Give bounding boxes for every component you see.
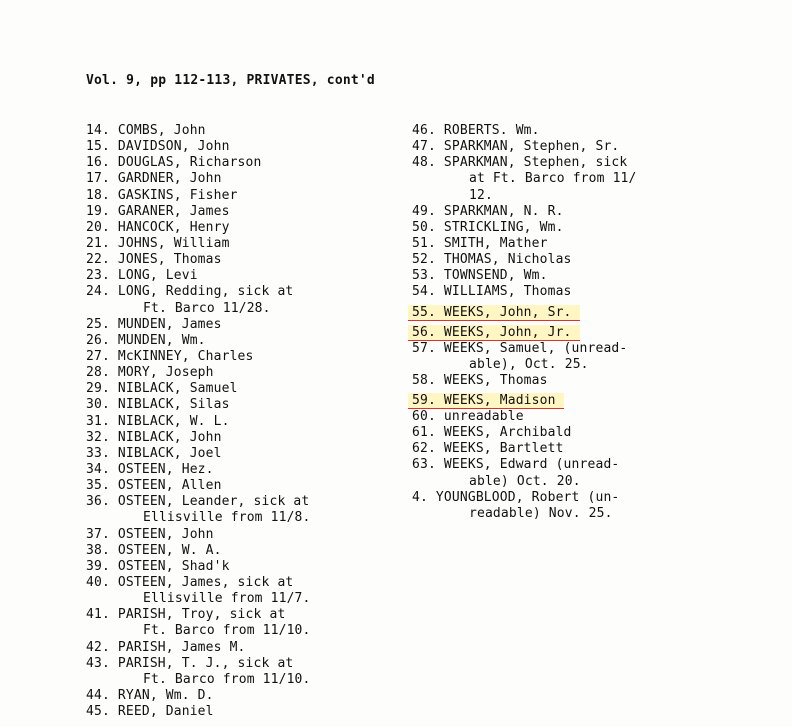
entry-name-line: 31. NIBLACK, W. L. xyxy=(86,413,230,429)
roster-entry xyxy=(86,414,311,430)
roster-entry xyxy=(86,317,311,333)
roster-entry xyxy=(412,490,637,522)
entry-name-line: 44. RYAN, Wm. D. xyxy=(86,687,214,703)
roster-entry xyxy=(86,430,311,446)
roster-entry xyxy=(86,284,311,316)
roster-entry xyxy=(86,640,311,656)
entry-name-line: 33. NIBLACK, Joel xyxy=(86,445,222,461)
entry-name-line: 48. SPARKMAN, Stephen, sick xyxy=(412,155,628,171)
entry-note-line: able) Oct. 20. xyxy=(469,473,581,489)
roster-entry xyxy=(412,252,637,268)
entry-name-line: 23. LONG, Levi xyxy=(86,268,198,284)
roster-entry xyxy=(412,155,637,203)
roster-entry xyxy=(86,171,311,187)
roster-entry xyxy=(412,123,637,139)
entry-name-line: 58. WEEKS, Thomas xyxy=(412,372,548,388)
entry-name-line: 29. NIBLACK, Samuel xyxy=(86,381,238,397)
roster-entry xyxy=(86,478,311,494)
entry-note-line: Ft. Barco 11/28. xyxy=(143,300,271,316)
entry-name-line: 47. SPARKMAN, Stephen, Sr. xyxy=(412,139,620,155)
entry-name-line: 62. WEEKS, Bartlett xyxy=(412,441,564,457)
roster-entry xyxy=(412,441,637,457)
roster-entry xyxy=(86,204,311,220)
entry-note-line: readable) Nov. 25. xyxy=(469,505,613,521)
entry-name-line: 15. DAVIDSON, John xyxy=(86,139,230,155)
entry-name-line: 42. PARISH, James M. xyxy=(86,639,246,655)
entry-name-line: 35. OSTEEN, Allen xyxy=(86,478,222,494)
roster-entry xyxy=(86,704,311,720)
roster-entry xyxy=(86,155,311,171)
roster-left-column xyxy=(86,123,311,720)
entry-name-line: 59. WEEKS, Madison xyxy=(408,393,564,409)
entry-name-line: 43. PARISH, T. J., sick at xyxy=(86,655,294,671)
roster-entry xyxy=(86,220,311,236)
entry-name-line: 21. JOHNS, William xyxy=(86,235,230,251)
roster-entry xyxy=(86,139,311,155)
entry-name-line: 26. MUNDEN, Wm. xyxy=(86,332,206,348)
entry-name-line: 24. LONG, Redding, sick at xyxy=(86,284,294,300)
entry-name-line: 51. SMITH, Mather xyxy=(412,235,548,251)
entry-name-line: 60. unreadable xyxy=(412,408,524,424)
roster-entry-highlighted xyxy=(412,321,637,341)
roster-entry xyxy=(86,397,311,413)
entry-name-line: 19. GARANER, James xyxy=(86,203,230,219)
entry-note-line: Ellisville from 11/8. xyxy=(143,510,311,526)
roster-entry xyxy=(86,349,311,365)
entry-name-line: 54. WILLIAMS, Thomas xyxy=(412,284,572,300)
roster-entry xyxy=(86,575,311,607)
roster-entry xyxy=(412,236,637,252)
entry-name-line: 4. YOUNGBLOOD, Robert (un- xyxy=(412,489,620,505)
roster-right-column xyxy=(412,123,637,522)
entry-name-line: 36. OSTEEN, Leander, sick at xyxy=(86,494,310,510)
entry-name-line: 37. OSTEEN, John xyxy=(86,526,214,542)
entry-name-line: 49. SPARKMAN, N. R. xyxy=(412,203,564,219)
entry-name-line: 14. COMBS, John xyxy=(86,123,206,138)
roster-entry xyxy=(86,688,311,704)
entry-name-line: 16. DOUGLAS, Richarson xyxy=(86,155,262,171)
roster-entry xyxy=(412,139,637,155)
entry-name-line: 25. MUNDEN, James xyxy=(86,316,222,332)
roster-entry xyxy=(86,252,311,268)
entry-name-line: 30. NIBLACK, Silas xyxy=(86,397,230,413)
roster-entry xyxy=(412,373,637,389)
roster-entry xyxy=(412,409,637,425)
roster-entry xyxy=(412,425,637,441)
roster-entry xyxy=(86,494,311,526)
roster-entry xyxy=(86,333,311,349)
roster-entry xyxy=(86,607,311,639)
roster-entry-highlighted xyxy=(412,301,637,321)
roster-entry xyxy=(86,123,311,139)
roster-entry xyxy=(412,220,637,236)
entry-name-line: 34. OSTEEN, Hez. xyxy=(86,461,214,477)
entry-name-line: 53. TOWNSEND, Wm. xyxy=(412,268,548,284)
entry-name-line: 56. WEEKS, John, Jr. xyxy=(408,325,580,341)
entry-name-line: 39. OSTEEN, Shad'k xyxy=(86,558,230,574)
roster-entry xyxy=(86,365,311,381)
roster-entry xyxy=(86,446,311,462)
entry-name-line: 41. PARISH, Troy, sick at xyxy=(86,607,286,623)
entry-name-line: 57. WEEKS, Samuel, (unread- xyxy=(412,340,628,356)
entry-name-line: 45. REED, Daniel xyxy=(86,704,214,720)
roster-entry xyxy=(86,559,311,575)
entry-name-line: 22. JONES, Thomas xyxy=(86,252,222,268)
roster-entry xyxy=(86,656,311,688)
roster-entry xyxy=(412,204,637,220)
roster-entry-highlighted xyxy=(412,389,637,409)
entry-name-line: 52. THOMAS, Nicholas xyxy=(412,252,572,268)
roster-entry xyxy=(86,462,311,478)
entry-name-line: 46. ROBERTS. Wm. xyxy=(412,123,540,138)
entry-note-line: able), Oct. 25. xyxy=(469,356,589,372)
entry-name-line: 40. OSTEEN, James, sick at xyxy=(86,574,294,590)
entry-name-line: 32. NIBLACK, John xyxy=(86,429,222,445)
page-heading: Vol. 9, pp 112-113, PRIVATES, cont'd xyxy=(86,73,375,88)
roster-entry xyxy=(86,543,311,559)
entry-name-line: 17. GARDNER, John xyxy=(86,171,222,187)
roster-entry xyxy=(86,236,311,252)
entry-name-line: 61. WEEKS, Archibald xyxy=(412,425,572,441)
entry-name-line: 38. OSTEEN, W. A. xyxy=(86,542,222,558)
roster-entry xyxy=(86,381,311,397)
roster-entry xyxy=(86,188,311,204)
entry-name-line: 55. WEEKS, John, Sr. xyxy=(408,305,580,321)
entry-name-line: 20. HANCOCK, Henry xyxy=(86,219,230,235)
entry-note-line: at Ft. Barco from 11/ xyxy=(469,171,637,187)
roster-entry xyxy=(86,268,311,284)
entry-note-line: Ft. Barco from 11/10. xyxy=(143,623,311,639)
roster-entry xyxy=(412,268,637,284)
roster-entry xyxy=(86,527,311,543)
entry-note-line: 12. xyxy=(469,187,493,203)
entry-note-line: Ellisville from 11/7. xyxy=(143,591,311,607)
roster-entry xyxy=(412,284,637,300)
entry-name-line: 63. WEEKS, Edward (unread- xyxy=(412,457,620,473)
entry-name-line: 18. GASKINS, Fisher xyxy=(86,187,238,203)
entry-note-line: Ft. Barco from 11/10. xyxy=(143,671,311,687)
roster-entry xyxy=(412,341,637,373)
roster-entry xyxy=(412,457,637,489)
entry-name-line: 27. McKINNEY, Charles xyxy=(86,348,254,364)
entry-name-line: 50. STRICKLING, Wm. xyxy=(412,219,564,235)
entry-name-line: 28. MORY, Joseph xyxy=(86,365,214,381)
